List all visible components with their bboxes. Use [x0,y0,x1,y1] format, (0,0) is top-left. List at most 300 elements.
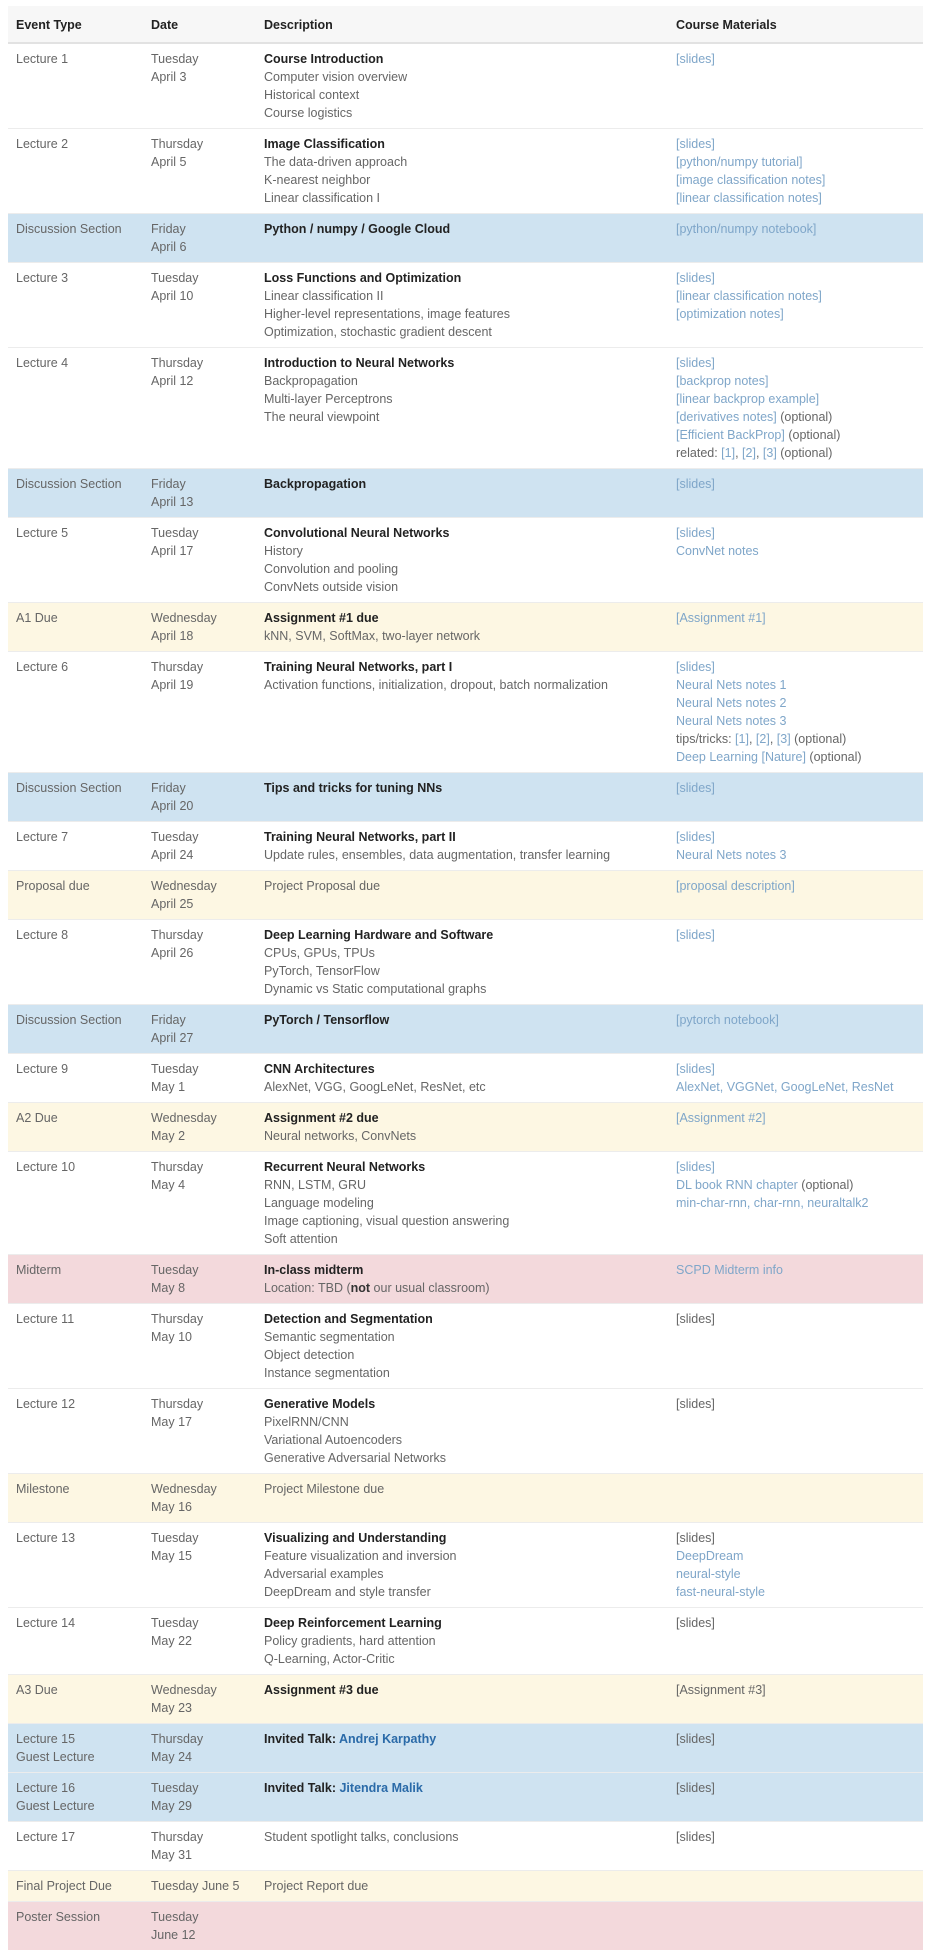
material-link[interactable]: [derivatives notes] [676,410,777,424]
schedule-row [8,652,923,773]
date-text: Tuesday [151,52,199,66]
date-text: Tuesday [151,1531,199,1545]
event-type-text: Discussion Section [16,781,122,795]
event-type-cell [8,1304,143,1389]
materials-cell [668,1054,923,1103]
date-text: Tuesday [151,526,199,540]
description-line [264,926,668,944]
event-type-cell [8,1054,143,1103]
date-text: April 3 [151,70,187,84]
event-type-cell [8,1389,143,1474]
text-segment: Linear classification II [264,289,384,303]
material-link[interactable]: Neural Nets notes 3 [676,848,787,862]
text-segment: Policy gradients, hard attention [264,1634,436,1648]
schedule-row [8,1902,923,1951]
date-text: Friday [151,781,186,795]
date-text: April 17 [151,544,194,558]
material-link[interactable]: [Assignment #2] [676,1111,766,1125]
material-link[interactable]: Andrej Karpathy [339,1732,437,1746]
date-cell [143,43,256,129]
material-link[interactable]: [slides] [676,928,715,942]
material-link[interactable]: [Efficient BackProp] [676,428,785,442]
description-line [264,560,668,578]
description-line [264,542,668,560]
material-link[interactable]: [slides] [676,1160,715,1174]
description-line [264,372,668,390]
event-type-cell [8,1255,143,1304]
materials-cell [668,1724,923,1773]
description-cell [256,1255,668,1304]
description-line [264,1431,668,1449]
materials-line [676,390,923,408]
materials-line [676,926,923,944]
materials-cell [668,1152,923,1255]
material-link[interactable]: [3] [762,446,777,460]
description-line [264,390,668,408]
material-link[interactable]: [3] [776,732,791,746]
date-text: Tuesday [151,271,199,285]
description-cell [256,1608,668,1675]
description-line [264,828,668,846]
description-cell [256,1389,668,1474]
schedule-row [8,1474,923,1523]
date-text: April 18 [151,629,194,643]
description-line [264,1730,668,1748]
description-cell [256,920,668,1005]
description-line [264,50,668,68]
date-text: Thursday [151,1312,204,1326]
material-link[interactable]: [pytorch notebook] [676,1013,779,1027]
description-line [264,68,668,86]
material-link[interactable]: [slides] [676,52,715,66]
date-cell [143,1822,256,1871]
date-text: April 12 [151,374,194,388]
material-link[interactable]: neural-style [676,1567,741,1581]
text-segment: [slides] [676,1312,715,1326]
text-segment: [Assignment #3] [676,1683,766,1697]
text-segment: Generative Models [264,1397,376,1411]
description-line [264,1449,668,1467]
date-text: May 29 [151,1799,192,1813]
schedule-header [8,6,923,43]
date-text: Wednesday [151,1683,217,1697]
schedule-row [8,603,923,652]
material-link[interactable]: [slides] [676,660,715,674]
description-line [264,1230,668,1248]
text-segment: CNN Architectures [264,1062,375,1076]
event-type-cell [8,1675,143,1724]
material-link[interactable]: [1] [721,446,736,460]
event-type-cell [8,1871,143,1902]
description-line [264,1346,668,1364]
date-text: Thursday [151,137,204,151]
date-text: Thursday [151,660,204,674]
date-text: May 1 [151,1080,186,1094]
date-text: April 13 [151,495,194,509]
text-segment: Update rules, ensembles, data augmentation, transfer learning [264,848,611,862]
material-link[interactable]: SCPD Midterm info [676,1263,783,1277]
event-type-text: Lecture 16 [16,1781,76,1795]
event-type-cell [8,920,143,1005]
materials-line [676,748,923,766]
event-type-cell [8,1152,143,1255]
description-line [264,846,668,864]
event-type-cell [8,1822,143,1871]
materials-line [676,189,923,207]
materials-line [676,354,923,372]
event-type-text: Lecture 15 [16,1732,76,1746]
description-line [264,1328,668,1346]
event-type-cell [8,129,143,214]
date-text: Tuesday [151,1062,199,1076]
materials-cell [668,1902,923,1951]
text-segment: Assignment #3 due [264,1683,379,1697]
material-link[interactable]: [image classification notes] [676,173,826,187]
materials-line [676,1529,923,1547]
event-type-text: Lecture 2 [16,137,69,151]
description-line [264,1529,668,1547]
event-type-cell [8,43,143,129]
materials-line [676,609,923,627]
material-link[interactable]: [slides] [676,137,715,151]
date-cell [143,518,256,603]
date-cell [143,1304,256,1389]
materials-line [676,542,923,560]
description-line [264,171,668,189]
materials-line [676,408,923,426]
material-link[interactable]: fast-neural-style [676,1585,765,1599]
date-text: April 25 [151,897,194,911]
schedule-row [8,920,923,1005]
material-link[interactable]: [linear backprop example] [676,392,820,406]
material-link[interactable]: [slides] [676,477,715,491]
description-line [264,779,668,797]
date-text: May 31 [151,1848,192,1862]
date-text: Thursday [151,1830,204,1844]
description-cell [256,1902,668,1951]
materials-line [676,877,923,895]
text-segment: [slides] [676,1616,715,1630]
date-text: Friday [151,222,186,236]
description-cell [256,43,668,129]
description-line [264,305,668,323]
text-segment: Location: TBD ( [264,1281,351,1295]
text-segment: Assignment #2 due [264,1111,379,1125]
date-text: April 10 [151,289,194,303]
text-segment: Linear classification I [264,191,381,205]
date-cell [143,1902,256,1951]
event-type-text: Lecture 10 [16,1160,76,1174]
material-link[interactable]: [slides] [676,1062,715,1076]
material-link[interactable]: [slides] [676,526,715,540]
text-segment: Soft attention [264,1232,338,1246]
materials-line [676,372,923,390]
text-segment: , [769,732,777,746]
material-link[interactable]: [linear classification notes] [676,289,822,303]
material-link[interactable]: [Assignment #1] [676,611,766,625]
text-segment: PyTorch, TensorFlow [264,964,380,978]
material-link[interactable]: Jitendra Malik [339,1781,423,1795]
event-type-text: Discussion Section [16,477,122,491]
description-line [264,1413,668,1431]
description-line [264,980,668,998]
materials-line [676,305,923,323]
text-segment: K-nearest neighbor [264,173,371,187]
description-cell [256,1054,668,1103]
description-cell [256,1103,668,1152]
material-link[interactable]: Neural Nets notes 2 [676,696,787,710]
date-text: Wednesday [151,1111,217,1125]
event-type-cell [8,1902,143,1951]
description-cell [256,1304,668,1389]
description-cell [256,1675,668,1724]
materials-cell [668,1304,923,1389]
date-cell [143,1005,256,1054]
schedule-row [8,469,923,518]
description-line [264,1194,668,1212]
text-segment: Image captioning, visual question answering [264,1214,510,1228]
description-line [264,1877,668,1895]
materials-line [676,50,923,68]
event-type-text: Lecture 6 [16,660,69,674]
text-segment: Loss Functions and Optimization [264,271,462,285]
material-link[interactable]: min-char-rnn, char-rnn, neuraltalk2 [676,1196,869,1210]
text-segment: Variational Autoencoders [264,1433,403,1447]
material-link[interactable]: [linear classification notes] [676,191,822,205]
date-cell [143,652,256,773]
text-segment: Course logistics [264,106,353,120]
date-cell [143,1255,256,1304]
material-link[interactable]: [python/numpy notebook] [676,222,817,236]
date-cell [143,1054,256,1103]
event-type-cell [8,263,143,348]
description-line [264,354,668,372]
material-link[interactable]: [slides] [676,271,715,285]
text-segment: (optional) [790,732,847,746]
schedule-row [8,1523,923,1608]
description-line [264,287,668,305]
date-cell [143,773,256,822]
date-text: Tuesday [151,830,199,844]
material-link[interactable]: [2] [755,732,770,746]
schedule-row [8,1054,923,1103]
description-line [264,658,668,676]
material-link[interactable]: [slides] [676,830,715,844]
material-link[interactable]: [backprop notes] [676,374,769,388]
materials-cell [668,348,923,469]
event-type-text: Lecture 9 [16,1062,69,1076]
text-segment: Optimization, stochastic gradient descent [264,325,492,339]
event-type-text: A3 Due [16,1683,58,1697]
description-cell [256,1822,668,1871]
material-link[interactable]: [1] [735,732,749,746]
description-line [264,1078,668,1096]
material-link[interactable]: Neural Nets notes 3 [676,714,787,728]
event-type-text: Lecture 14 [16,1616,76,1630]
event-type-cell [8,871,143,920]
schedule-row [8,773,923,822]
material-link[interactable]: [2] [742,446,756,460]
event-type-cell [8,1724,143,1773]
description-cell [256,263,668,348]
materials-cell [668,822,923,871]
event-type-text: Lecture 4 [16,356,69,370]
material-link[interactable]: [python/numpy tutorial] [676,155,803,169]
schedule-row [8,1822,923,1871]
materials-line [676,712,923,730]
text-segment: Multi-layer Perceptrons [264,392,393,406]
event-type-text: Guest Lecture [16,1799,95,1813]
text-segment: Visualizing and Understanding [264,1531,447,1545]
event-type-cell [8,1773,143,1822]
description-cell [256,773,668,822]
description-line [264,1364,668,1382]
description-line [264,524,668,542]
text-segment: Instance segmentation [264,1366,390,1380]
materials-cell [668,469,923,518]
materials-line [676,1583,923,1601]
text-segment: Language modeling [264,1196,374,1210]
materials-line [676,730,923,748]
materials-line [676,1109,923,1127]
materials-cell [668,1871,923,1902]
date-cell [143,1474,256,1523]
material-link[interactable]: [proposal description] [676,879,795,893]
date-text: Thursday [151,1397,204,1411]
text-segment: Backpropagation [264,374,358,388]
materials-cell [668,1608,923,1675]
description-line [264,1565,668,1583]
materials-line [676,287,923,305]
schedule-row [8,214,923,263]
event-type-cell [8,469,143,518]
date-cell [143,1724,256,1773]
description-cell [256,1474,668,1523]
material-link[interactable]: DL book RNN chapter [676,1178,798,1192]
date-text: May 8 [151,1281,186,1295]
material-link[interactable]: Neural Nets notes 1 [676,678,787,692]
date-cell [143,603,256,652]
description-cell [256,469,668,518]
material-link[interactable]: [slides] [676,781,715,795]
material-link[interactable]: [optimization notes] [676,307,784,321]
materials-line [676,426,923,444]
text-segment: , [748,732,756,746]
date-text: April 20 [151,799,194,813]
materials-line [676,1547,923,1565]
materials-cell [668,603,923,652]
material-link[interactable]: ConvNet notes [676,544,759,558]
description-line [264,220,668,238]
description-cell [256,129,668,214]
schedule-table [8,6,923,1950]
date-cell [143,1389,256,1474]
materials-line [676,1779,923,1797]
event-type-text: Lecture 13 [16,1531,76,1545]
material-link[interactable]: DeepDream [676,1549,744,1563]
date-cell [143,1523,256,1608]
text-segment: The neural viewpoint [264,410,380,424]
materials-line [676,846,923,864]
materials-cell [668,1255,923,1304]
materials-line [676,676,923,694]
text-segment: , [755,446,763,460]
event-type-text: A1 Due [16,611,58,625]
description-line [264,1395,668,1413]
text-segment: In-class midterm [264,1263,364,1277]
text-segment: Deep Learning Hardware and Software [264,928,494,942]
description-line [264,1779,668,1797]
header-course-materials: Course Materials [668,6,923,43]
material-link[interactable]: Deep Learning [Nature] [676,750,806,764]
schedule-row [8,1152,923,1255]
materials-cell [668,263,923,348]
description-line [264,1127,668,1145]
header-row [8,6,923,43]
description-line [264,676,668,694]
text-segment: (optional) [776,446,833,460]
description-line [264,877,668,895]
materials-cell [668,652,923,773]
event-type-cell [8,1103,143,1152]
date-text: May 15 [151,1549,192,1563]
materials-cell [668,1773,923,1822]
event-type-text: Lecture 17 [16,1830,76,1844]
date-cell [143,1773,256,1822]
materials-line [676,1681,923,1699]
schedule-row [8,871,923,920]
text-segment: PyTorch / Tensorflow [264,1013,390,1027]
schedule-row [8,1255,923,1304]
materials-line [676,1310,923,1328]
material-link[interactable]: [slides] [676,356,715,370]
date-text: May 17 [151,1415,192,1429]
text-segment: Course Introduction [264,52,384,66]
description-cell [256,1871,668,1902]
event-type-text: Lecture 7 [16,830,69,844]
date-text: May 4 [151,1178,186,1192]
event-type-cell [8,603,143,652]
description-line [264,1681,668,1699]
materials-cell [668,1523,923,1608]
description-cell [256,1724,668,1773]
description-line [264,86,668,104]
text-segment: Historical context [264,88,360,102]
date-cell [143,1608,256,1675]
text-segment: Tips and tricks for tuning NNs [264,781,443,795]
text-segment: tips/tricks: [676,732,736,746]
date-cell [143,822,256,871]
schedule-row [8,1724,923,1773]
description-cell [256,1523,668,1608]
description-cell [256,1773,668,1822]
text-segment: not [350,1281,371,1295]
description-line [264,1060,668,1078]
date-text: Thursday [151,1732,204,1746]
material-link[interactable]: AlexNet, VGGNet, GoogLeNet, ResNet [676,1080,894,1094]
date-text: May 24 [151,1750,192,1764]
schedule-row [8,1773,923,1822]
materials-line [676,171,923,189]
text-segment: Backpropagation [264,477,367,491]
date-text: April 6 [151,240,187,254]
text-segment: CPUs, GPUs, TPUs [264,946,375,960]
materials-cell [668,214,923,263]
description-cell [256,1005,668,1054]
text-segment: Adversarial examples [264,1567,384,1581]
materials-line [676,828,923,846]
text-segment: Assignment #1 due [264,611,379,625]
